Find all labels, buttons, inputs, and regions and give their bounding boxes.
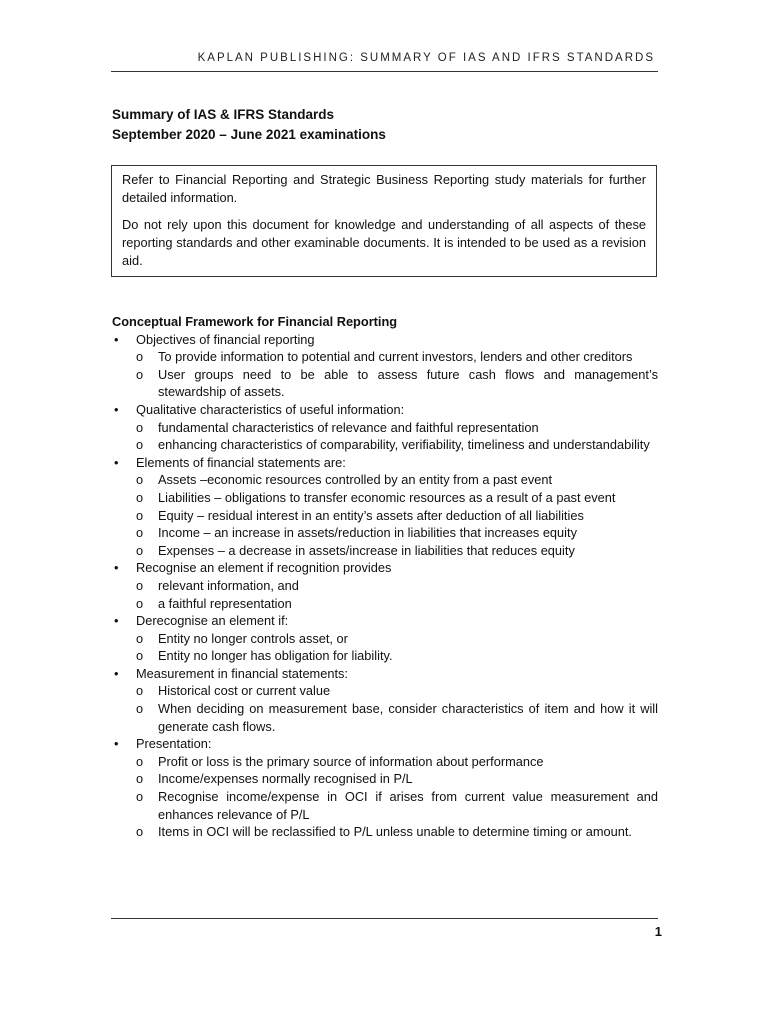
sub-item-text: Assets –economic resources controlled by an entity from a past event <box>158 472 553 488</box>
sub-item-text: fundamental characteristics of relevance and faithful representation <box>158 419 539 435</box>
sub-list <box>136 419 658 454</box>
bullet-icon: • <box>114 331 119 347</box>
section-title: Conceptual Framework for Financial Reporting <box>112 314 398 329</box>
sub-item <box>136 489 658 507</box>
document-subtitle: September 2020 – June 2021 examinations <box>112 127 386 142</box>
bullet-label: Qualitative characteristics of useful information: <box>136 401 405 417</box>
sub-bullet-icon: o <box>136 753 144 769</box>
bullet-label: Measurement in financial statements: <box>136 665 348 681</box>
bullet-list <box>112 331 658 841</box>
bullet-label: Elements of financial statements are: <box>136 454 346 470</box>
sub-item-text: Historical cost or current value <box>158 683 331 699</box>
sub-item-text: Entity no longer controls asset, or <box>158 630 348 646</box>
sub-item-text: Profit or loss is the primary source of information about performance <box>158 753 544 769</box>
bullet-icon: • <box>114 736 119 752</box>
sub-item <box>136 507 658 525</box>
sub-list <box>136 471 658 559</box>
sub-item-text: Items in OCI will be reclassified to P/L unless unable to determine timing or amount. <box>158 824 632 840</box>
sub-item-text: Income – an increase in assets/reduction in liabilities that increases equity <box>158 525 577 541</box>
header-divider <box>111 71 658 72</box>
sub-bullet-icon: o <box>136 683 144 699</box>
sub-item <box>136 682 658 700</box>
sub-item <box>136 770 658 788</box>
sub-bullet-icon: o <box>136 507 144 523</box>
sub-item <box>136 647 658 665</box>
sub-bullet-icon: o <box>136 824 144 840</box>
footer-divider <box>111 918 658 919</box>
notice-paragraph: Refer to Financial Reporting and Strategic Business Reporting study materials for further detailed information. <box>122 172 646 205</box>
sub-bullet-icon: o <box>136 366 144 382</box>
sub-bullet-icon: o <box>136 437 144 453</box>
sub-bullet-icon: o <box>136 419 144 435</box>
sub-item-text: Expenses – a decrease in assets/increase in liabilities that reduces equity <box>158 542 575 558</box>
sub-item <box>136 630 658 648</box>
sub-bullet-icon: o <box>136 542 144 558</box>
sub-item <box>136 524 658 542</box>
bullet-label: Objectives of financial reporting <box>136 331 315 347</box>
bullet-item <box>112 559 658 612</box>
bullet-item <box>112 331 658 401</box>
sub-item <box>136 700 658 735</box>
sub-bullet-icon: o <box>136 771 144 787</box>
bullet-icon: • <box>114 401 119 417</box>
sub-item <box>136 788 658 823</box>
page-number: 1 <box>654 924 662 939</box>
sub-bullet-icon: o <box>136 595 144 611</box>
sub-item-text: To provide information to potential and current investors, lenders and other creditors <box>158 349 633 365</box>
sub-bullet-icon: o <box>136 630 144 646</box>
sub-item <box>136 348 658 366</box>
bullet-item <box>112 665 658 735</box>
sub-item <box>136 471 658 489</box>
sub-bullet-icon: o <box>136 701 144 717</box>
sub-item <box>136 436 658 454</box>
bullet-label: Derecognise an element if: <box>136 613 289 629</box>
sub-bullet-icon: o <box>136 472 144 488</box>
sub-bullet-icon: o <box>136 525 144 541</box>
sub-item <box>136 542 658 560</box>
sub-item <box>136 823 658 841</box>
sub-item-text: User groups need to be able to assess future cash flows and management’s stewardship of assets. <box>158 366 658 400</box>
sub-item-text: relevant information, and <box>158 577 299 593</box>
sub-list <box>136 577 658 612</box>
document-title: Summary of IAS & IFRS Standards <box>112 107 335 122</box>
sub-item <box>136 366 658 401</box>
bullet-item <box>112 735 658 841</box>
bullet-item <box>112 454 658 560</box>
notice-box <box>111 165 657 277</box>
document-titles <box>112 105 658 145</box>
sub-bullet-icon: o <box>136 577 144 593</box>
conceptual-framework-section <box>112 313 658 841</box>
sub-list <box>136 630 658 665</box>
sub-item <box>136 753 658 771</box>
sub-item-text: When deciding on measurement base, consider characteristics of item and how it will generate cash flows. <box>158 701 658 734</box>
sub-list <box>136 348 658 401</box>
sub-list <box>136 753 658 841</box>
sub-item <box>136 419 658 437</box>
sub-item <box>136 595 658 613</box>
notice-paragraph: Do not rely upon this document for knowledge and understanding of all aspects of these reporting standards and other examinable documents. It is intended to be used as a revision aid. <box>122 217 646 268</box>
sub-bullet-icon: o <box>136 648 144 664</box>
sub-item-text: a faithful representation <box>158 595 292 611</box>
running-header: KAPLAN PUBLISHING: SUMMARY OF IAS AND IFRS STANDARDS <box>197 52 655 64</box>
sub-bullet-icon: o <box>136 789 144 805</box>
sub-item-text: Recognise income/expense in OCI if arises from current value measurement and enhances relevance of P/L <box>158 789 658 822</box>
bullet-label: Recognise an element if recognition provides <box>136 560 392 576</box>
bullet-icon: • <box>114 454 119 470</box>
bullet-icon: • <box>114 560 119 576</box>
bullet-icon: • <box>114 665 119 681</box>
sub-item-text: enhancing characteristics of comparability, verifiability, timeliness and understandability <box>158 437 650 453</box>
bullet-icon: • <box>114 613 119 629</box>
sub-item-text: Income/expenses normally recognised in P/L <box>158 771 413 787</box>
sub-item-text: Liabilities – obligations to transfer economic resources as a result of a past event <box>158 489 616 505</box>
sub-bullet-icon: o <box>136 349 144 365</box>
sub-bullet-icon: o <box>136 489 144 505</box>
sub-list <box>136 682 658 735</box>
bullet-item <box>112 401 658 454</box>
sub-item-text: Entity no longer has obligation for liability. <box>158 648 393 664</box>
bullet-item <box>112 612 658 665</box>
sub-item-text: Equity – residual interest in an entity’s assets after deduction of all liabilities <box>158 507 584 523</box>
sub-item <box>136 577 658 595</box>
bullet-label: Presentation: <box>136 736 212 752</box>
